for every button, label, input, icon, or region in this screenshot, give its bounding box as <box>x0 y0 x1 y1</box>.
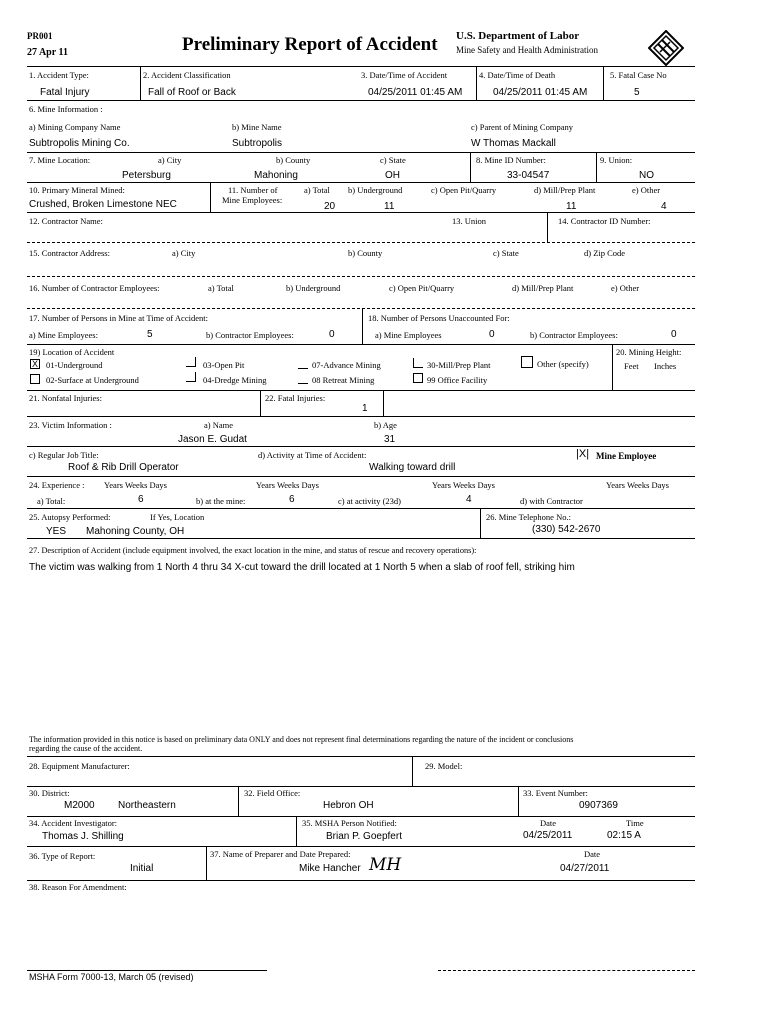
label-nonfatal-injuries: 21. Nonfatal Injuries: <box>29 393 102 403</box>
label-loc-other: Other (specify) <box>537 359 589 369</box>
location-open-pit-checkbox[interactable] <box>186 357 196 367</box>
label-mine-info: 6. Mine Information : <box>29 104 103 114</box>
label-mining-height: 20. Mining Height: <box>616 347 682 357</box>
label-event-number: 33. Event Number: <box>523 788 588 798</box>
label-victim-name: a) Name <box>204 420 234 430</box>
label-telephone: 26. Mine Telephone No.: <box>486 512 571 522</box>
page-title: Preliminary Report of Accident <box>182 34 438 55</box>
location-dredge-checkbox[interactable] <box>186 372 196 382</box>
label-fatal-injuries: 22. Fatal Injuries: <box>265 393 326 403</box>
label-accident-datetime: 3. Date/Time of Accident <box>361 70 448 80</box>
label-activity: d) Activity at Time of Accident: <box>258 450 367 460</box>
label-company-name: a) Mining Company Name <box>29 122 121 132</box>
report-type-value: Initial <box>130 863 154 874</box>
label-ywd-3: Years Weeks Days <box>432 480 495 490</box>
district-name-value: Northeastern <box>118 800 176 811</box>
label-contractor-underground: b) Underground <box>286 283 341 293</box>
label-ywd-1: Years Weeks Days <box>104 480 167 490</box>
underground-employees-value: 11 <box>384 201 395 212</box>
persons-mine-employees-value: 5 <box>147 329 153 340</box>
mineral-value: Crushed, Broken Limestone NEC <box>29 199 177 210</box>
label-inches: Inches <box>654 361 677 371</box>
exp-mine-value: 6 <box>289 494 295 505</box>
label-contractor-employees: 16. Number of Contractor Employees: <box>29 283 160 293</box>
union-value: NO <box>639 170 654 181</box>
label-loc-99: 99 Office Facility <box>427 375 488 385</box>
investigator-value: Thomas J. Shilling <box>42 831 124 842</box>
exp-activity-value: 4 <box>466 494 472 505</box>
label-union: 9. Union: <box>600 155 633 165</box>
label-contractor-id: 14. Contractor ID Number: <box>558 216 651 226</box>
label-contractor-zip: d) Zip Code <box>584 248 626 258</box>
death-datetime-value: 04/25/2011 01:45 AM <box>493 87 588 98</box>
label-loc-01: 01-Underground <box>46 360 103 370</box>
label-autopsy: 25. Autopsy Performed: <box>29 512 111 522</box>
msha-diamond-logo-icon <box>648 30 684 66</box>
label-county: b) County <box>276 155 311 165</box>
label-feet: Feet <box>624 361 639 371</box>
company-value: Subtropolis Mining Co. <box>29 138 130 149</box>
label-loc-30: 30-Mill/Prep Plant <box>427 360 491 370</box>
label-persons-mine-employees: a) Mine Employees: <box>29 330 98 340</box>
victim-age-value: 31 <box>384 434 396 445</box>
label-persons-in-mine: 17. Number of Persons in Mine at Time of Accident: <box>29 313 208 323</box>
label-underground: b) Underground <box>348 185 403 195</box>
label-mine-name: b) Mine Name <box>232 122 282 132</box>
agency-name: U.S. Department of Labor <box>456 30 580 42</box>
label-contractor-open-pit: c) Open Pit/Quarry <box>389 283 455 293</box>
label-mine-id: 8. Mine ID Number: <box>476 155 546 165</box>
label-number-of: 11. Number of <box>228 185 278 195</box>
job-title-value: Roof & Rib Drill Operator <box>68 462 179 473</box>
label-model: 29. Model: <box>425 761 463 771</box>
label-investigator: 34. Accident Investigator: <box>29 818 118 828</box>
autopsy-location-value: Mahoning County, OH <box>86 526 185 537</box>
label-fatal-case-no: 5. Fatal Case No <box>610 70 667 80</box>
notified-time-value: 02:15 A <box>607 830 641 841</box>
label-job-title: c) Regular Job Title: <box>29 450 99 460</box>
prepared-date-value: 04/27/2011 <box>560 863 610 874</box>
label-mine-employee: Mine Employee <box>596 451 657 461</box>
label-total: a) Total <box>304 185 330 195</box>
label-description: 27. Description of Accident (include equipment involved, the exact location in the mine, and status of rescue and recovery operations): <box>29 546 477 555</box>
label-district: 30. District: <box>29 788 70 798</box>
label-contractor-other: e) Other <box>611 283 640 293</box>
disclaimer-line-1: The information provided in this notice is based on preliminary data ONLY and does not represent final determinations regarding the nature of the incident or conclusions <box>29 735 574 744</box>
event-number-value: 0907369 <box>579 800 618 811</box>
preparer-value: Mike Hancher <box>299 863 361 874</box>
label-contractor-mill: d) Mill/Prep Plant <box>512 283 574 293</box>
label-notified-date: Date <box>540 818 557 828</box>
label-ywd-2: Years Weeks Days <box>256 480 319 490</box>
county-value: Mahoning <box>254 170 298 181</box>
label-contractor-county: b) County <box>348 248 383 258</box>
label-unaccounted-contractor: b) Contractor Employees: <box>530 330 618 340</box>
label-contractor-name: 12. Contractor Name: <box>29 216 103 226</box>
autopsy-value: YES <box>46 526 67 537</box>
city-value: Petersburg <box>122 170 171 181</box>
label-loc-08: 08 Retreat Mining <box>312 375 375 385</box>
label-accident-type: 1. Accident Type: <box>29 70 89 80</box>
label-field-office: 32. Field Office: <box>244 788 301 798</box>
fatal-case-no-value: 5 <box>634 87 640 98</box>
exp-total-value: 6 <box>138 494 144 505</box>
label-contractor-address: 15. Contractor Address: <box>29 248 110 258</box>
label-primary-mineral: 10. Primary Mineral Mined: <box>29 185 125 195</box>
form-footer: MSHA Form 7000-13, March 05 (revised) <box>29 972 194 982</box>
label-contractor-city: a) City <box>172 248 196 258</box>
label-mine-location: 7. Mine Location: <box>29 155 91 165</box>
label-victim-info: 23. Victim Information : <box>29 420 112 430</box>
description-value: The victim was walking from 1 North 4 thru 34 X-cut toward the drill located at 1 North 5 when a slab of roof fell, striking him <box>29 562 575 573</box>
label-exp-activity: c) at activity (23d) <box>338 496 402 506</box>
label-loc-02: 02-Surface at Underground <box>46 375 139 385</box>
fatal-injuries-value: 1 <box>362 403 368 414</box>
state-value: OH <box>385 170 400 181</box>
accident-type-value: Fatal Injury <box>40 87 90 98</box>
label-unaccounted-mine: a) Mine Employees <box>375 330 442 340</box>
label-contractor-total: a) Total <box>208 283 234 293</box>
label-loc-04: 04-Dredge Mining <box>203 375 267 385</box>
location-surface-checkbox[interactable] <box>30 374 40 384</box>
label-victim-age: b) Age <box>374 420 397 430</box>
label-report-type: 36. Type of Report: <box>29 851 96 861</box>
label-parent-company: c) Parent of Mining Company <box>471 122 573 132</box>
label-autopsy-location: If Yes, Location <box>150 512 205 522</box>
report-date: 27 Apr 11 <box>27 47 68 58</box>
unaccounted-contractor-value: 0 <box>671 329 677 340</box>
other-employees-value: 4 <box>661 201 667 212</box>
disclaimer-line-2: regarding the cause of the accident. <box>29 744 143 753</box>
unaccounted-mine-value: 0 <box>489 329 495 340</box>
total-employees-value: 20 <box>324 201 336 212</box>
label-death-datetime: 4. Date/Time of Death <box>479 70 556 80</box>
label-exp-mine: b) at the mine: <box>196 496 246 506</box>
location-underground-checkbox[interactable]: X <box>31 359 38 369</box>
mine-id-value: 33-04547 <box>507 170 550 181</box>
label-mine-employees: Mine Employees: <box>222 195 283 205</box>
location-office-checkbox[interactable] <box>413 373 423 383</box>
location-other-checkbox[interactable] <box>521 356 533 368</box>
label-ywd-4: Years Weeks Days <box>606 480 669 490</box>
mine-name-value: Subtropolis <box>232 138 283 149</box>
label-loc-07: 07-Advance Mining <box>312 360 381 370</box>
district-code-value: M2000 <box>64 800 95 811</box>
label-location-accident: 19) Location of Accident <box>29 347 115 357</box>
telephone-value: (330) 542-2670 <box>532 524 601 535</box>
label-contractor-union: 13. Union <box>452 216 486 226</box>
label-persons-contractor: b) Contractor Employees: <box>206 330 294 340</box>
victim-name-value: Jason E. Gudat <box>178 434 247 445</box>
accident-datetime-value: 04/25/2011 01:45 AM <box>368 87 463 98</box>
mine-employee-checkbox[interactable]: |X| <box>576 448 590 460</box>
label-exp-total: a) Total: <box>37 496 66 506</box>
label-loc-03: 03-Open Pit <box>203 360 245 370</box>
form-code: PR001 <box>27 31 53 41</box>
location-mill-checkbox[interactable] <box>413 358 423 368</box>
activity-value: Walking toward drill <box>369 462 456 473</box>
label-contractor-state: c) State <box>493 248 519 258</box>
label-open-pit: c) Open Pit/Quarry <box>431 185 497 195</box>
mill-employees-value: 11 <box>566 201 577 212</box>
msha-person-value: Brian P. Goepfert <box>326 831 402 842</box>
label-state: c) State <box>380 155 406 165</box>
persons-contractor-value: 0 <box>329 329 335 340</box>
label-prepared-date: Date <box>584 849 601 859</box>
classification-value: Fall of Roof or Back <box>148 87 236 98</box>
label-experience: 24. Experience : <box>29 480 85 490</box>
label-persons-unaccounted: 18. Number of Persons Unaccounted For: <box>368 313 510 323</box>
label-city: a) City <box>158 155 182 165</box>
label-mill-prep: d) Mill/Prep Plant <box>534 185 596 195</box>
label-classification: 2. Accident Classification <box>143 70 231 80</box>
field-office-value: Hebron OH <box>323 800 374 811</box>
preparer-signature: MH <box>369 855 402 875</box>
label-exp-contractor: d) with Contractor <box>520 496 583 506</box>
notified-date-value: 04/25/2011 <box>523 830 573 841</box>
label-notified-time: Time <box>626 818 644 828</box>
label-equipment-manufacturer: 28. Equipment Manufacturer: <box>29 761 130 771</box>
parent-company-value: W Thomas Mackall <box>471 138 556 149</box>
subagency-name: Mine Safety and Health Administration <box>456 45 598 55</box>
label-reason-amendment: 38. Reason For Amendment: <box>29 882 127 892</box>
label-preparer: 37. Name of Preparer and Date Prepared: <box>210 849 351 859</box>
label-other: e) Other <box>632 185 661 195</box>
label-msha-person: 35. MSHA Person Notified: <box>302 818 397 828</box>
